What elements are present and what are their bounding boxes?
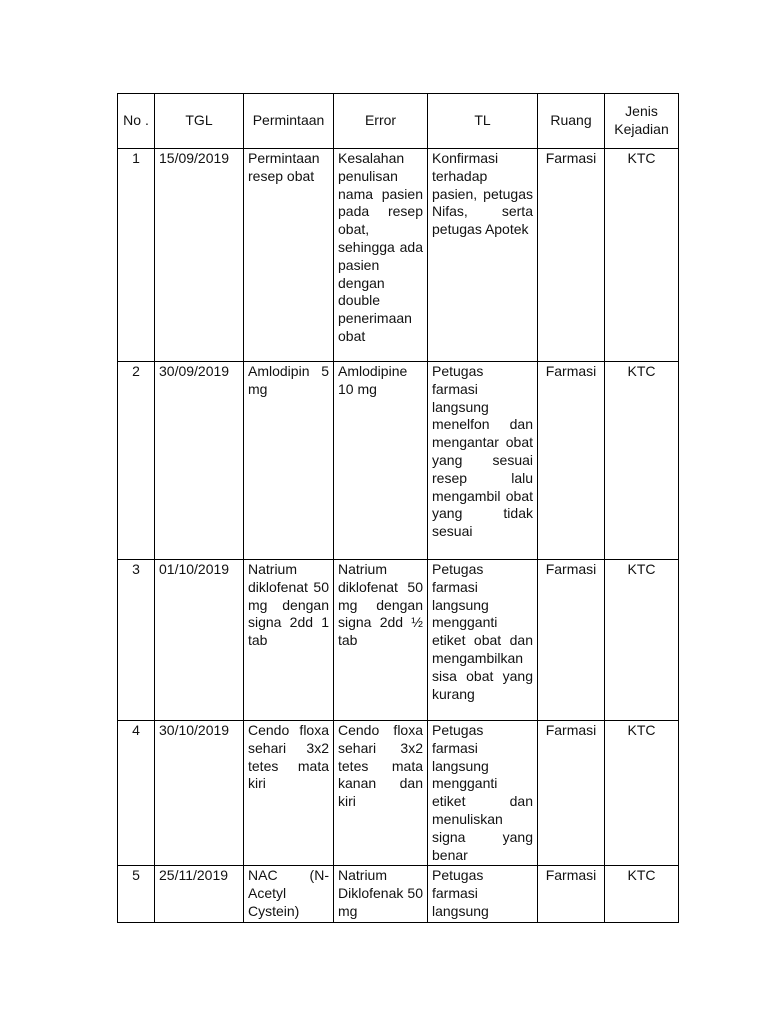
cell-tl: Petugas farmasi langsung mengganti etiket dan menuliskan signa yang benar (428, 721, 538, 866)
cell-jenis-kejadian: KTC (605, 866, 679, 922)
cell-tgl: 30/10/2019 (155, 721, 244, 866)
cell-no: 4 (118, 721, 155, 866)
cell-permintaan: Natrium diklofenat 50 mg dengan signa 2dd 1 tab (244, 560, 334, 721)
header-no: No . (118, 94, 155, 149)
cell-jenis-kejadian: KTC (605, 560, 679, 721)
cell-tgl: 30/09/2019 (155, 362, 244, 560)
cell-permintaan: Cendo floxa sehari 3x2 tetes mata kiri (244, 721, 334, 866)
cell-ruang: Farmasi (538, 866, 605, 922)
cell-ruang: Farmasi (538, 721, 605, 866)
cell-no: 2 (118, 362, 155, 560)
cell-error: Natrium diklofenat 50 mg dengan signa 2dd ½ tab (334, 560, 428, 721)
cell-tl: Petugas farmasi langsung mengganti etiket obat dan mengambilkan sisa obat yang kurang (428, 560, 538, 721)
incident-table (117, 93, 679, 923)
cell-ruang: Farmasi (538, 560, 605, 721)
cell-permintaan: NAC (N-Acetyl Cystein) (244, 866, 334, 922)
table-row (118, 721, 679, 866)
cell-no: 3 (118, 560, 155, 721)
cell-tl: Petugas farmasi langsung (428, 866, 538, 922)
table-row (118, 362, 679, 560)
cell-error: Cendo floxa sehari 3x2 tetes mata kanan dan kiri (334, 721, 428, 866)
cell-tgl: 25/11/2019 (155, 866, 244, 922)
cell-permintaan: Amlodipin 5 mg (244, 362, 334, 560)
cell-tgl: 01/10/2019 (155, 560, 244, 721)
cell-error: Amlodipine 10 mg (334, 362, 428, 560)
header-tl: TL (428, 94, 538, 149)
cell-no: 1 (118, 149, 155, 362)
cell-error: Kesalahan penulisan nama pasien pada resep obat, sehingga ada pasien dengan double penerimaan obat (334, 149, 428, 362)
header-jenis-kejadian: Jenis Kejadian (605, 94, 679, 149)
cell-ruang: Farmasi (538, 149, 605, 362)
header-tgl: TGL (155, 94, 244, 149)
cell-no: 5 (118, 866, 155, 922)
header-error: Error (334, 94, 428, 149)
cell-permintaan: Permintaan resep obat (244, 149, 334, 362)
cell-tl: Petugas farmasi langsung menelfon dan mengantar obat yang sesuai resep lalu mengambil obat yang tidak sesuai (428, 362, 538, 560)
header-ruang: Ruang (538, 94, 605, 149)
cell-jenis-kejadian: KTC (605, 362, 679, 560)
header-permintaan: Permintaan (244, 94, 334, 149)
table-row (118, 149, 679, 362)
cell-tgl: 15/09/2019 (155, 149, 244, 362)
cell-jenis-kejadian: KTC (605, 721, 679, 866)
cell-jenis-kejadian: KTC (605, 149, 679, 362)
table-row (118, 560, 679, 721)
cell-ruang: Farmasi (538, 362, 605, 560)
table-row (118, 866, 679, 922)
table-header-row (118, 94, 679, 149)
cell-tl: Konfirmasi terhadap pasien, petugas Nifas, serta petugas Apotek (428, 149, 538, 362)
cell-error: Natrium Diklofenak 50 mg (334, 866, 428, 922)
